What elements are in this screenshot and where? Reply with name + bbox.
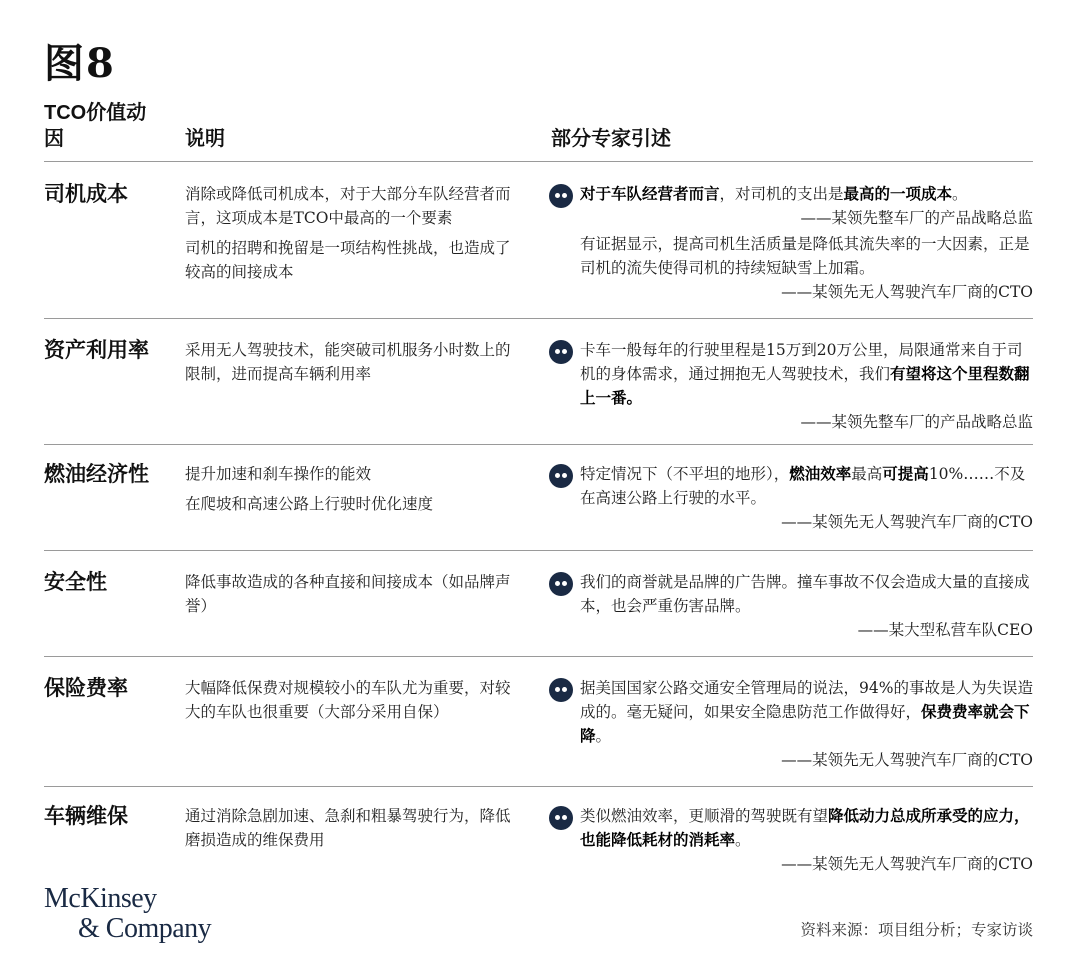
quote-fragment: 有证据显示，提高司机生活质量是降低其流失率的一大因素，正是司机的流失使得司机的持续短缺雪上加霜。 [580, 235, 1030, 277]
driver-label: 燃油经济性 [44, 461, 149, 486]
quote-emphasis: 可提高 [882, 464, 929, 483]
quote-text [549, 338, 1033, 410]
driver-label: 保险费率 [44, 675, 128, 700]
row-divider [44, 786, 1033, 787]
driver-description [185, 182, 515, 290]
description-paragraph: 在爬坡和高速公路上行驶时优化速度 [185, 495, 434, 513]
driver-label: 安全性 [44, 569, 107, 594]
driver-description [185, 338, 515, 392]
figure-title: 图8 [44, 40, 116, 87]
quote-fragment: 据美国国家公路交通安全管理局的说法，94%的事故是人为失误造成的。毫无疑问，如果安全隐患防范工作做得好， [580, 679, 1033, 721]
quote-icon [549, 806, 573, 830]
row-divider [44, 161, 1033, 162]
quote-emphasis: 最高的一项成本 [843, 184, 953, 203]
quote-fragment: 。 [595, 727, 612, 745]
quote-fragment: 特定情况下（不平坦的地形）， [580, 465, 790, 483]
quote-attribution: ——某领先无人驾驶汽车厂商的CTO [781, 513, 1033, 531]
row-divider [44, 550, 1033, 551]
expert-quotes [549, 804, 1033, 876]
quote-emphasis: 降低动力总成所承受的应力，也能降低耗材的消耗率 [580, 806, 1030, 849]
quote-text [549, 232, 1033, 280]
source-note: 资料来源：项目组分析；专家访谈 [800, 921, 1033, 939]
quote-attribution: ——某领先整车厂的产品战略总监 [800, 413, 1033, 431]
row-divider [44, 318, 1033, 319]
quote-icon [549, 678, 573, 702]
description-paragraph: 降低事故造成的各种直接和间接成本（如品牌声誉） [185, 573, 511, 615]
driver-description [185, 570, 515, 624]
logo-line-2: & Company [78, 913, 212, 944]
driver-label: 司机成本 [44, 181, 128, 206]
quote-emphasis: 对于车队经营者而言 [580, 184, 720, 203]
expert-quotes [549, 570, 1033, 642]
quote-emphasis: 保费费率就会下降 [580, 702, 1030, 745]
quote-icon [549, 184, 573, 208]
quote-attribution: ——某领先无人驾驶汽车厂商的CTO [781, 855, 1033, 873]
mckinsey-logo [44, 884, 211, 944]
quote-text [549, 676, 1033, 748]
description-paragraph: 采用无人驾驶技术，能突破司机服务小时数上的限制，进而提高车辆利用率 [185, 341, 511, 383]
quote-emphasis: 有望将这个里程数翻上一番。 [580, 364, 1030, 407]
quote-text [549, 570, 1033, 618]
quote-icon [549, 464, 573, 488]
quote-icon [549, 340, 573, 364]
quote-fragment: 。 [735, 831, 751, 849]
quote-attribution: ——某领先无人驾驶汽车厂商的CTO [781, 751, 1033, 769]
quote-fragment: 最高 [851, 465, 883, 483]
driver-description [185, 676, 515, 730]
row-divider [44, 444, 1033, 445]
expert-quotes [549, 338, 1033, 434]
driver-label: 车辆维保 [44, 803, 128, 828]
quote-text [549, 804, 1033, 852]
description-paragraph: 司机的招聘和挽留是一项结构性挑战，也造成了较高的间接成本 [185, 239, 511, 281]
description-paragraph: 通过消除急剧加速、急刹和粗暴驾驶行为，降低磨损造成的维保费用 [185, 807, 511, 849]
header-driver: TCO价值动因 [44, 102, 147, 150]
quote-attribution: ——某领先无人驾驶汽车厂商的CTO [781, 283, 1033, 301]
description-paragraph: 提升加速和刹车操作的能效 [185, 465, 372, 483]
quote-attribution: ——某大型私营车队CEO [857, 621, 1033, 639]
quote-fragment: 。 [952, 185, 968, 203]
quote-icon [549, 572, 573, 596]
quote-fragment: 类似燃油效率，更顺滑的驾驶既有望 [580, 807, 829, 825]
quote-text [549, 182, 1033, 206]
description-paragraph: 消除或降低司机成本，对于大部分车队经营者而言，这项成本是TCO中最高的一个要素 [185, 185, 511, 227]
row-divider [44, 656, 1033, 657]
quote-text [549, 462, 1033, 510]
quote-fragment: ，对司机的支出是 [719, 185, 844, 203]
expert-quotes [549, 676, 1033, 772]
driver-label: 资产利用率 [44, 337, 149, 362]
header-quotes: 部分专家引述 [551, 126, 671, 150]
logo-line-1: McKinsey [44, 883, 157, 914]
expert-quotes [549, 462, 1033, 534]
quote-attribution: ——某领先整车厂的产品战略总监 [800, 209, 1033, 227]
quote-fragment: 我们的商誉就是品牌的广告牌。撞车事故不仅会造成大量的直接成本，也会严重伤害品牌。 [580, 573, 1030, 615]
driver-description [185, 462, 515, 522]
quote-fragment: 卡车一般每年的行驶里程是15万到20万公里，局限通常来自于司机的身体需求，通过拥抱无人驾驶技术，我们 [580, 341, 1023, 383]
quote-fragment: 10%……不及在高速公路上行驶的水平。 [580, 465, 1026, 507]
description-paragraph: 大幅降低保费对规模较小的车队尤为重要，对较大的车队也很重要（大部分采用自保） [185, 679, 511, 721]
expert-quotes [549, 182, 1033, 304]
header-description: 说明 [185, 126, 225, 150]
driver-description [185, 804, 515, 858]
quote-emphasis: 燃油效率 [789, 464, 852, 483]
